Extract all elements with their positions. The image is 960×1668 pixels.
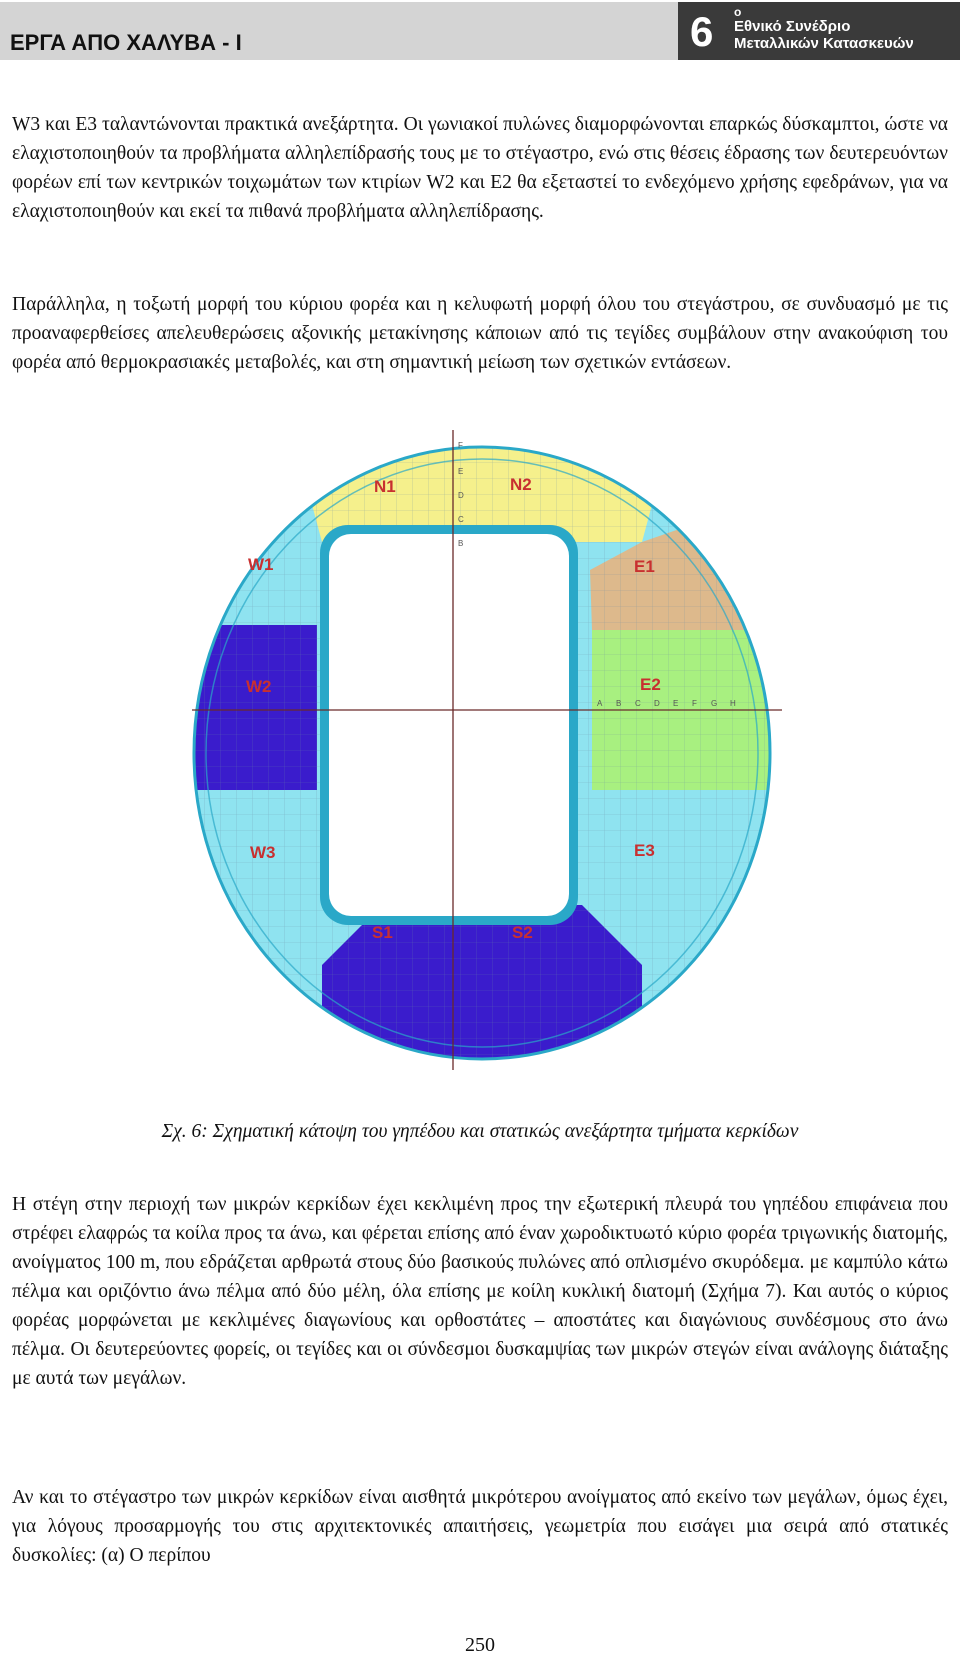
label-w3: W3 [250, 843, 276, 862]
label-e1: E1 [634, 557, 655, 576]
label-s1: S1 [372, 923, 393, 942]
stadium-plan-figure [172, 430, 792, 1076]
page-header [0, 0, 960, 62]
axis-letter-h-0: A [597, 699, 603, 708]
axis-letter-h-7: H [730, 699, 736, 708]
axis-letter-v-2: D [458, 491, 464, 500]
label-w1: W1 [248, 555, 274, 574]
pitch [329, 534, 569, 916]
label-e2: E2 [640, 675, 661, 694]
label-n2: N2 [510, 475, 532, 494]
header-conference [734, 6, 914, 52]
label-w2: W2 [246, 677, 272, 696]
header-conference-bar [678, 2, 960, 60]
stadium-plan-drawing [172, 430, 792, 1076]
paragraph-2: Παράλληλα, η τοξωτή μορφή του κύριου φορέα και η κελυφωτή μορφή όλου του στεγάστρου, σε συνδυασμό με τις προαναφερθείσες απελευθερώσεις αξονικής μετακίνησης κάποιων από τις τεγίδες συμβάλουν στην ανακούφιση του φορέα από θερμοκρασιακές μεταβολές, και στη σημαντική μείωση των σχετικών εντάσεων. [12, 294, 948, 373]
label-n1: N1 [374, 477, 396, 496]
header-number: 6 [690, 8, 714, 55]
header-conference-line3: Μεταλλικών Κατασκευών [734, 35, 914, 52]
axis-letter-h-5: F [692, 699, 697, 708]
axis-letter-v-0: F [458, 441, 463, 450]
axis-letter-h-1: B [616, 699, 622, 708]
label-s2: S2 [512, 923, 533, 942]
paragraph-4: Αν και το στέγαστρο των μικρών κερκίδων είναι αισθητά μικρότερου ανοίγματος από εκείνο των μεγάλων, όμως έχει, για λόγους προσαρμογής του στις αρχιτεκτονικές απαιτήσεις, γεωμετρία που εισάγει μια σειρά από στατικές δυσκολίες: (α) Ο περίπου [12, 1487, 948, 1566]
axis-letter-h-6: G [711, 699, 718, 708]
page-number: 250 [465, 1634, 495, 1656]
header-title: ΕΡΓΑ ΑΠΟ ΧΑΛΥΒΑ - Ι [10, 30, 242, 55]
axis-letter-v-3: C [458, 515, 464, 524]
axis-letter-h-4: E [673, 699, 679, 708]
header-conference-line2: Εθνικό Συνέδριο [734, 18, 851, 35]
header-conference-ordinal: ο [734, 5, 742, 19]
label-e3: E3 [634, 841, 655, 860]
axis-letter-h-2: C [635, 699, 641, 708]
paragraph-1: W3 και E3 ταλαντώνονται πρακτικά ανεξάρτητα. Οι γωνιακοί πυλώνες διαμορφώνονται επαρκώς δύσκαμπτοι, ώστε να ελαχιστοποιηθούν τα προβλήματα αλληλεπίδρασής τους με το στέγαστρο, ενώ στις θέσεις έδρασης των δευτερευόντων φορέων επί των κεντρικών τοιχωμάτων των κτιρίων W2 και E2 θα εξεταστεί το ενδεχόμενο χρήσης εφεδράνων, για να ελαχιστοποιηθούν και εκεί τα πιθανά προβλήματα αλληλεπίδρασης. [12, 114, 948, 222]
paragraph-3: Η στέγη στην περιοχή των μικρών κερκίδων έχει κεκλιμένη προς την εξωτερική πλευρά του γηπέδου επιφάνεια που στρέφει ελαφρώς τα κοίλα προς τα άνω, και φέρεται επίσης από έναν χωροδικτυωτό κύριο φορέα τριγωνικής διατομής, ανοίγματος 100 m, που εδράζεται αρθρωτά στους δύο βασικούς πυλώνες από οπλισμένο σκυρόδεμα. με καμπύλο κάτω πέλμα και οριζόντιο άνω πέλμα από δύο μέλη, όλα επίσης με κοίλη κυκλική διατομή (Σχήμα 7). Και αυτός ο κύριος φορέας μορφώνεται με κεκλιμένες διαγωνίους και ορθοστάτες – αποστάτες και διαγώνιους συνδέσμους στο άνω πέλμα. Οι δευτερεύοντες φορείς, οι τεγίδες και οι σύνδεσμοι δυσκαμψίας των μικρών στεγών είναι ανάλογης διάταξης με αυτά των μεγάλων. [12, 1194, 948, 1389]
header-title-bar [0, 2, 678, 60]
axis-letter-h-3: D [654, 699, 660, 708]
axis-letter-v-1: E [458, 467, 464, 476]
figure-caption: Σχ. 6: Σχηματική κάτοψη του γηπέδου και στατικώς ανεξάρτητα τμήματα κερκίδων [161, 1121, 799, 1142]
axis-letter-v-4: B [458, 539, 464, 548]
